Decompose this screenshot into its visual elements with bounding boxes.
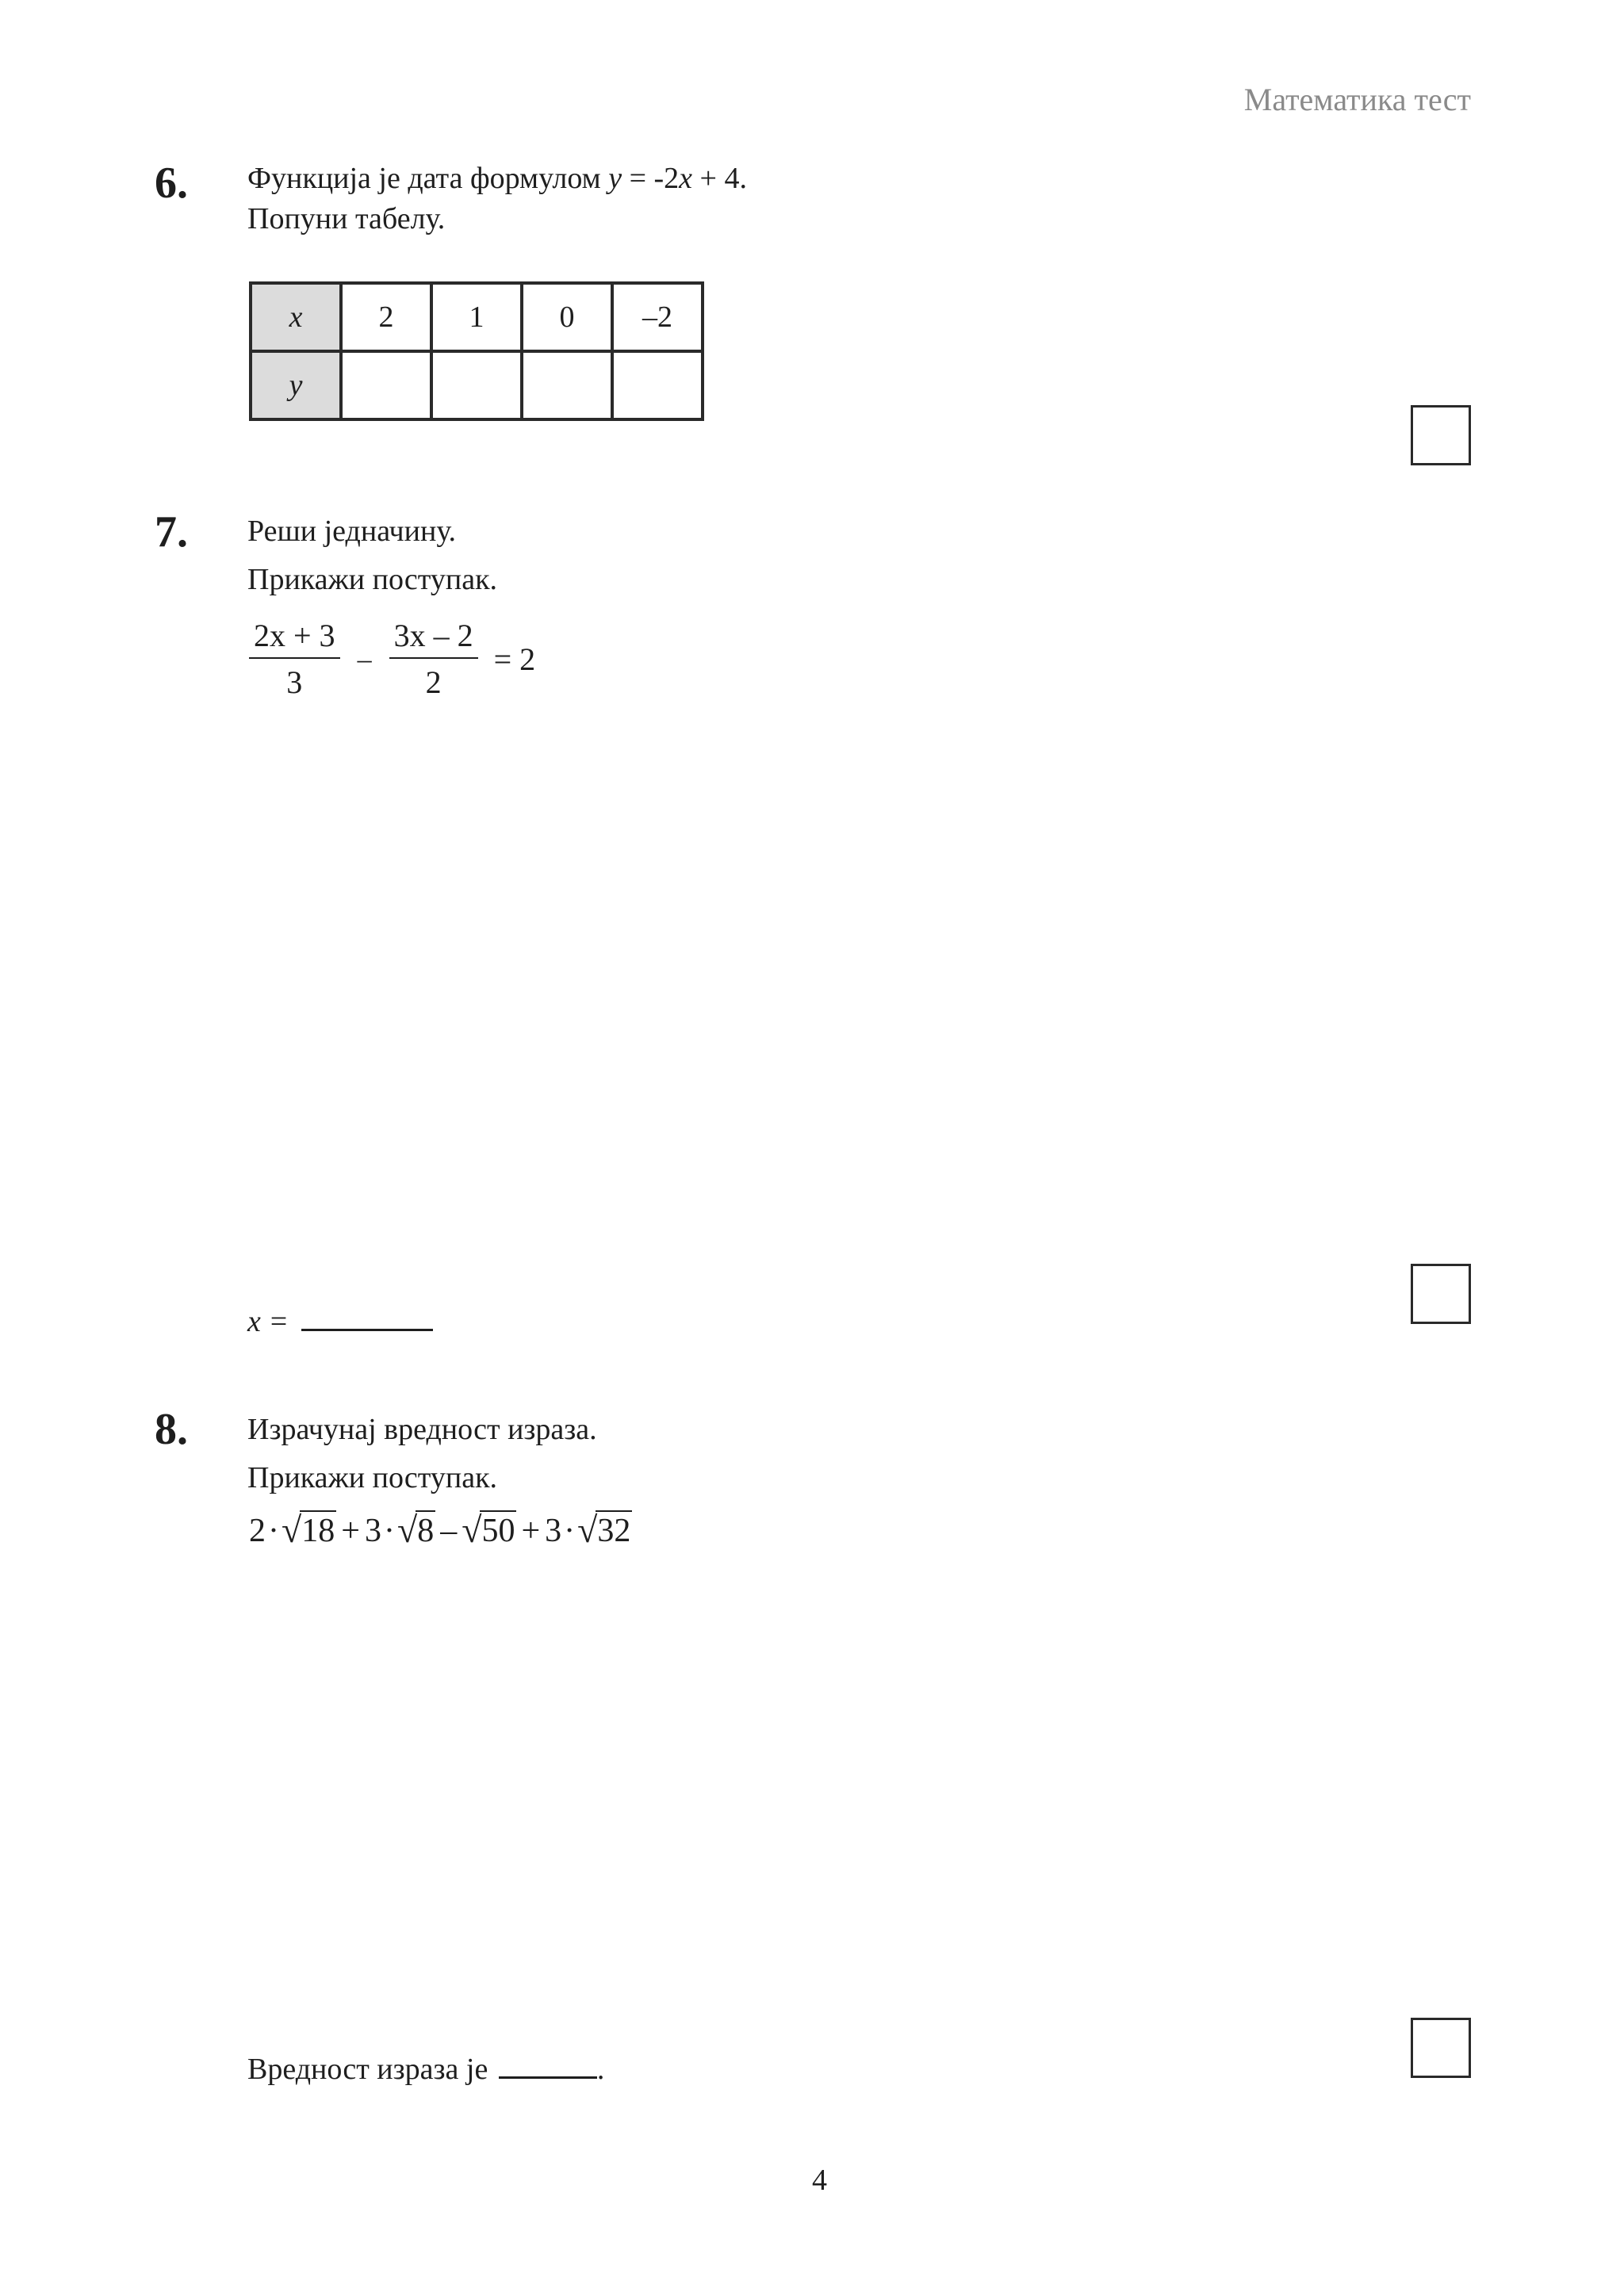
coef-4: 3 [545, 1513, 562, 1549]
equation-rhs: = 2 [493, 641, 536, 677]
answer-blank-x[interactable] [301, 1300, 433, 1331]
formula-lhs: y [608, 162, 622, 195]
y-answer-cell[interactable] [431, 351, 522, 419]
table-row-x [251, 283, 703, 351]
radicand-2: 8 [416, 1510, 435, 1548]
x-cell: –2 [612, 283, 703, 351]
question-8-line-1: Израчунај вредност израза. [247, 1413, 597, 1446]
score-box-q8[interactable] [1411, 2018, 1471, 2078]
score-box-q6[interactable] [1411, 405, 1471, 465]
sqrt-32 [577, 1510, 632, 1551]
plus-operator: + [521, 1513, 541, 1549]
x-cell: 0 [522, 283, 612, 351]
formula-coef: -2 [653, 162, 680, 195]
question-7-answer [247, 1300, 433, 1342]
x-cell: 1 [431, 283, 522, 351]
question-7-line-1: Реши једначину. [247, 515, 457, 548]
question-8-answer [247, 2049, 604, 2090]
function-table [249, 281, 704, 421]
radical-expression [249, 1510, 632, 1551]
radicand-1: 18 [300, 1510, 336, 1548]
fraction-2 [389, 617, 478, 701]
sqrt-icon: √ [396, 1510, 418, 1551]
sqrt-8 [396, 1510, 435, 1551]
sqrt-icon: √ [282, 1510, 302, 1551]
fraction-1-numerator: 2x + 3 [249, 617, 340, 659]
fraction-2-numerator: 3x – 2 [389, 617, 478, 659]
coef-2: 3 [364, 1513, 381, 1549]
dot-operator: · [564, 1513, 576, 1549]
y-answer-cell[interactable] [341, 351, 431, 419]
minus-operator: – [440, 1513, 458, 1549]
sqrt-18 [282, 1510, 336, 1551]
dot-operator: · [383, 1513, 395, 1549]
formula-var: x [679, 162, 693, 195]
y-answer-cell[interactable] [612, 351, 703, 419]
question-8-number: 8. [155, 1405, 188, 1454]
row-header-x: x [251, 283, 341, 351]
fraction-2-denominator: 2 [425, 664, 442, 700]
question-6-number: 6. [155, 159, 188, 208]
question-6-text [247, 159, 747, 240]
sqrt-icon: √ [577, 1510, 598, 1551]
x-cell: 2 [341, 283, 431, 351]
minus-sign: – [357, 643, 372, 675]
header-title: Математика тест [1243, 82, 1471, 117]
answer-label-value: Вредност израза је [247, 2053, 488, 2086]
score-box-q7[interactable] [1411, 1264, 1471, 1324]
question-6-line-1 [247, 159, 747, 199]
fraction-1 [249, 617, 340, 701]
page-number: 4 [812, 2164, 827, 2197]
question-7-text [247, 511, 497, 601]
radicand-4: 32 [596, 1510, 632, 1548]
dot-operator: · [268, 1513, 279, 1549]
answer-period: . [596, 2053, 605, 2086]
y-answer-cell[interactable] [522, 351, 612, 419]
question-7-number: 7. [155, 507, 188, 557]
radicand-3: 50 [480, 1510, 516, 1548]
question-7-line-2: Прикажи поступак. [247, 563, 498, 597]
coef-1: 2 [249, 1513, 266, 1549]
sqrt-50 [462, 1510, 516, 1551]
question-8-text [247, 1410, 597, 1499]
equation [249, 617, 551, 701]
row-header-y: y [251, 351, 341, 419]
question-6-line-2: Попуни табелу. [247, 202, 446, 236]
formula-eq: = [622, 162, 654, 195]
fraction-1-denominator: 3 [286, 664, 303, 700]
question-8-line-2: Прикажи поступак. [247, 1461, 498, 1495]
table-row-y [251, 351, 703, 419]
formula-const: + 4. [692, 162, 747, 195]
sqrt-icon: √ [462, 1510, 482, 1551]
question-6-prompt: Функција је дата формулом [247, 162, 609, 195]
answer-blank-value[interactable] [499, 2049, 597, 2079]
plus-operator: + [341, 1513, 360, 1549]
answer-label-x: x = [247, 1305, 289, 1338]
